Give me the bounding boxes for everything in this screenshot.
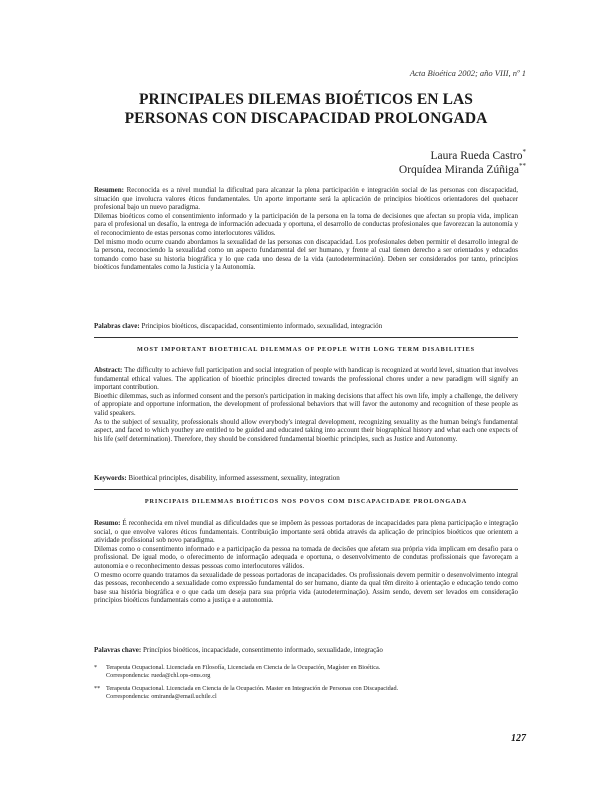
english-abstract-p1-text: The difficulty to achieve full participation and social integration of people with handicap is recognized at world level, situation that involves fundamental ethical values. The application of bioethic principles directed towards the professional chores under a new paradigm will signify an important contribution. bbox=[94, 366, 518, 392]
english-abstract-p3: As to the subject of sexuality, professionals should allow everybody's integral development, recognizing sexuality as the human being's fundamental aspect, and faced to which youthey are entitled to be guided and educated taking into account their biographical history and what each one expects of his life (self determination). Therefore, they should be considered fundamental bioethic principles, such as Justice and Autonomy. bbox=[94, 417, 518, 443]
article-title bbox=[86, 90, 526, 128]
english-abstract-p2: Bioethic dilemmas, such as informed consent and the person's participation in making decisions that affect his own life, imply a challenge, the delivery of appropiate and opportune information, the development of professional behaviors that will favor the autonomy and recognition of these people as valid speakers. bbox=[94, 391, 518, 417]
footnote-1-email[interactable]: Correspondencia: rueda@chl.ops-oms.org bbox=[106, 672, 211, 679]
english-abstract-lead: Abstract: bbox=[94, 366, 123, 374]
english-keywords-lead: Keywords: bbox=[94, 474, 127, 482]
portuguese-abstract-p2: Dilemas como o consentimento informado e a participação da pessoa na tomada de decisões que afetam sua própria vida implicam em desafio para o profissional. De igual modo, o oferecimento de informação adequada e oportuna, o desenvolvimento de condutas profissionais que favoreçam a autonomia e o reconhecimento dessas pessoas como interlocutores válidos. bbox=[94, 544, 518, 570]
english-abstract bbox=[94, 366, 518, 443]
portuguese-abstract-p1 bbox=[94, 519, 518, 545]
author-1-name: Laura Rueda Castro bbox=[430, 149, 523, 162]
portuguese-keywords-text: Princípios bioéticos, incapacidade, consentimento informado, sexualidade, integração bbox=[143, 646, 383, 654]
author-2-mark: ** bbox=[519, 162, 526, 170]
footnote-2-line-1: Terapeuta Ocupacional. Licenciada en Ciencia de la Ocupación. Master en Integración de Personas con Discapacidad. bbox=[106, 685, 399, 692]
footnote-1-line-1: Terapeuta Ocupacional. Licenciada en Filosofía, Licenciada en Ciencia de la Ocupación, Magíster en Bioética. bbox=[106, 664, 381, 671]
spanish-abstract bbox=[94, 186, 518, 272]
page-number: 127 bbox=[511, 733, 526, 744]
spanish-abstract-lead: Resumen: bbox=[94, 186, 124, 194]
spanish-abstract-p1 bbox=[94, 186, 518, 212]
portuguese-abstract bbox=[94, 519, 518, 605]
portuguese-abstract-p1-text: É reconhecida em nível mundial as dificuldades que se impõem às pessoas portadoras de incapacidades para plena participação e integração social, o que envolve valores éticos fundamentais. Contribuição importante será obtida através da aplicação de princípios bioéticos que orientem a atividade profissional sob novo paradigma. bbox=[94, 519, 519, 545]
english-keywords bbox=[94, 474, 518, 483]
portuguese-section-title: PRINCIPAIS DILEMMAS BIOÉTICOS NOS POVOS COM DISCAPACIDADE PROLONGADA bbox=[144, 498, 468, 505]
divider-2 bbox=[94, 489, 518, 490]
journal-reference: Acta Bioética 2002; año VIII, nº 1 bbox=[409, 68, 526, 78]
portuguese-abstract-p3: O mesmo ocorre quando tratamos da sexualidade de pessoas portadoras de incapacidades. Os profissionais devem permitir o desenvolvimento integral das pessoas, reconhecendo a sexualidade como expressão fundamental do ser humano, diante da qual têm direito à orientação e educação tendo como base sua história biográfica e o que cada um deseja para sua própria vida (autodeterminação). Assim sendo, devem ser levados em consideração princípios bioéticos fundamentais como a justiça e a autonomia. bbox=[94, 570, 518, 605]
author-1-mark: * bbox=[522, 148, 526, 156]
portuguese-abstract-lead: Resumo: bbox=[94, 519, 121, 527]
spanish-keywords-lead: Palabras clave: bbox=[94, 322, 140, 330]
english-abstract-p1 bbox=[94, 366, 518, 392]
spanish-keywords bbox=[94, 322, 518, 331]
title-line-1: PRINCIPALES DILEMAS BIOÉTICOS EN LAS bbox=[138, 91, 474, 108]
footnote-2-email[interactable]: Correspondencia: omiranda@email.uchile.cl bbox=[106, 693, 217, 700]
author-2 bbox=[399, 162, 526, 176]
author-2-name: Orquídea Miranda Zúñiga bbox=[398, 163, 519, 176]
english-section-title: MOST IMPORTANT BIOETHICAL DILEMMAS OF PEOPLE WITH LONG TERM DISABILITIES bbox=[137, 346, 475, 353]
spanish-abstract-p1-text: Reconocida es a nivel mundial la dificultad para alcanzar la plena participación e integración social de las personas con discapacidad, situación que involucra valores éticos fundamentales. Un aporte importante será la aplicación de principios bioéticos orientadores del quehacer profesional bajo un nuevo paradigma. bbox=[94, 186, 519, 212]
title-line-2: PERSONAS CON DISCAPACIDAD PROLONGADA bbox=[124, 110, 488, 127]
footnote-2 bbox=[94, 685, 518, 701]
spanish-abstract-p3: Del mismo modo ocurre cuando abordamos la sexualidad de las personas con discapacidad. Los profesionales deben permitir el desarrollo integral de la persona, reconociendo la sexualidad como un aspecto fundamental del ser humano, y frente al cual tienen derecho a ser orientados y educados tomando como base su historia biográfica y lo que cada uno desea de la vida (autodeterminación). Deben ser considerados por tanto, principios bioéticos fundamentales como la Justicia y la Autonomía. bbox=[94, 237, 518, 272]
spanish-abstract-p2: Dilemas bioéticos como el consentimiento informado y la participación de la persona en la toma de decisiones que afectan su propia vida, implican para el profesional un desafío, la entrega de información adecuada y oportuna, el desarrollo de conductas profesionales que favorezcan la autonomía y el reconocimiento de estas personas como interlocutores válidos. bbox=[94, 211, 518, 237]
footnotes bbox=[94, 664, 518, 701]
portuguese-keywords-lead: Palavras chave: bbox=[94, 646, 142, 654]
spanish-keywords-text: Principios bioéticos, discapacidad, consentimiento informado, sexualidad, integración bbox=[141, 322, 383, 330]
footnote-2-mark: ** bbox=[94, 685, 101, 692]
author-1 bbox=[431, 148, 526, 162]
footnote-1 bbox=[94, 664, 518, 680]
english-keywords-text: Bioethical principles, disability, informed assessment, sexuality, integration bbox=[128, 474, 340, 482]
portuguese-keywords bbox=[94, 646, 518, 655]
divider-1 bbox=[94, 337, 518, 338]
footnote-1-mark: * bbox=[94, 664, 98, 671]
